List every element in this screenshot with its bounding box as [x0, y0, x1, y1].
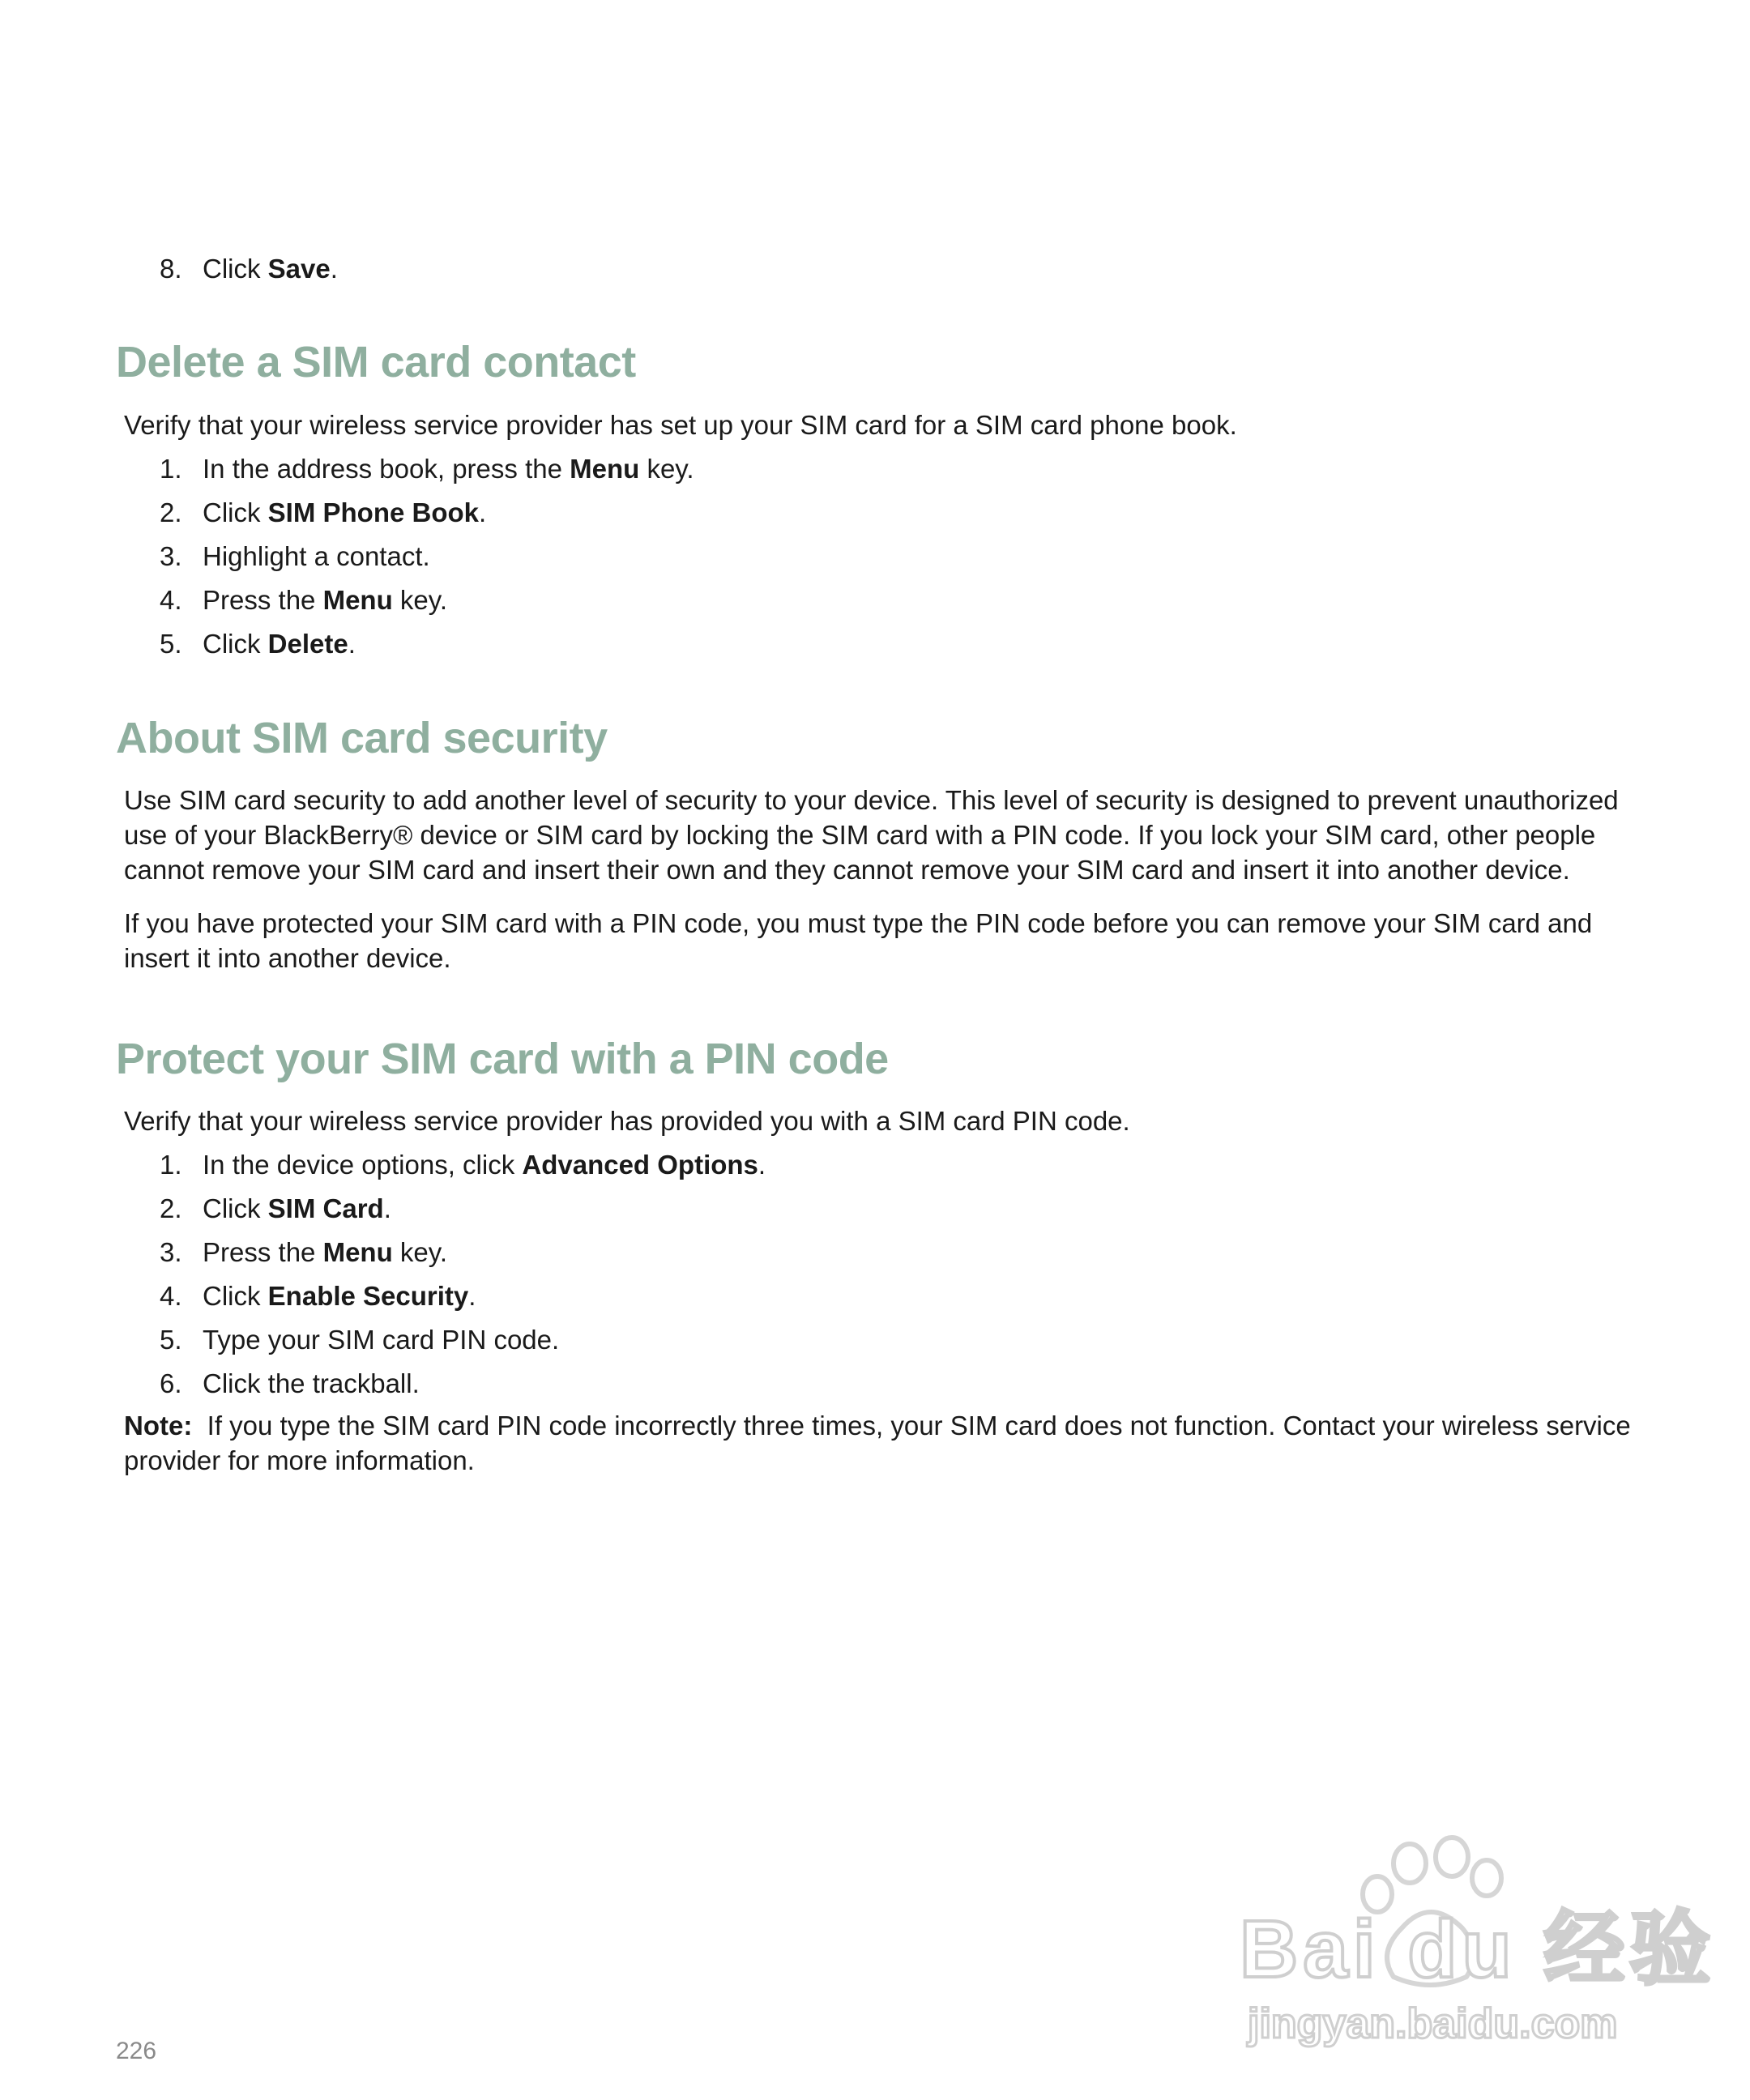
delete-step-1: 1. In the address book, press the Menu key. [160, 454, 694, 484]
paragraph-sim-security-2: If you have protected your SIM card with a PIN code, you must type the PIN code before you can remove your SIM card and insert it into another device. [124, 908, 1593, 973]
note-paragraph [124, 1408, 1647, 1478]
step-bold-term: Save [267, 254, 331, 284]
watermark-brand-text: Bai du 经验 [1240, 1904, 1716, 1995]
watermark-url-text: jingyan.baidu.com [1248, 2000, 1618, 2047]
note-text: If you type the SIM card PIN code incorrectly three times, your SIM card does not function. Contact your wireless service provider for more information. [124, 1411, 1631, 1475]
heading-about-sim-security: About SIM card security [116, 714, 608, 762]
heading-protect-sim-pin: Protect your SIM card with a PIN code [116, 1035, 889, 1083]
protect-step-4: 4. Click Enable Security. [160, 1281, 476, 1311]
intro-delete-sim-contact: Verify that your wireless service provider has set up your SIM card for a SIM card phone book. [124, 410, 1237, 440]
heading-delete-sim-contact: Delete a SIM card contact [116, 338, 636, 386]
protect-step-6: 6. Click the trackball. [160, 1368, 420, 1398]
step-8: 8. Click Save. [160, 247, 338, 291]
protect-step-5: 5. Type your SIM card PIN code. [160, 1325, 560, 1355]
note-label: Note: [124, 1411, 193, 1441]
page-number: 226 [116, 2038, 157, 2064]
intro-protect-sim-pin: Verify that your wireless service provider has provided you with a SIM card PIN code. [124, 1106, 1130, 1136]
protect-step-1: 1. In the device options, click Advanced Options. [160, 1150, 766, 1180]
baidu-jingyan-watermark [1240, 1839, 1716, 2050]
protect-step-3: 3. Press the Menu key. [160, 1237, 447, 1267]
protect-step-2: 2. Click SIM Card. [160, 1193, 391, 1223]
paragraph-sim-security-1: Use SIM card security to add another level of security to your device. This level of security is designed to prevent unauthorized use of your BlackBerry® device or SIM card by locking the SIM card with a PIN code. If you lock your SIM card, other people cannot remove your SIM card and insert their own and they cannot remove your SIM card and insert it into another device. [124, 785, 1619, 885]
step-text: Click [203, 254, 268, 284]
step-number: 8. [160, 254, 182, 284]
delete-step-5: 5. Click Delete. [160, 629, 356, 659]
delete-step-2: 2. Click SIM Phone Book. [160, 497, 487, 527]
delete-step-4: 4. Press the Menu key. [160, 585, 447, 615]
delete-step-3: 3. Highlight a contact. [160, 541, 430, 571]
